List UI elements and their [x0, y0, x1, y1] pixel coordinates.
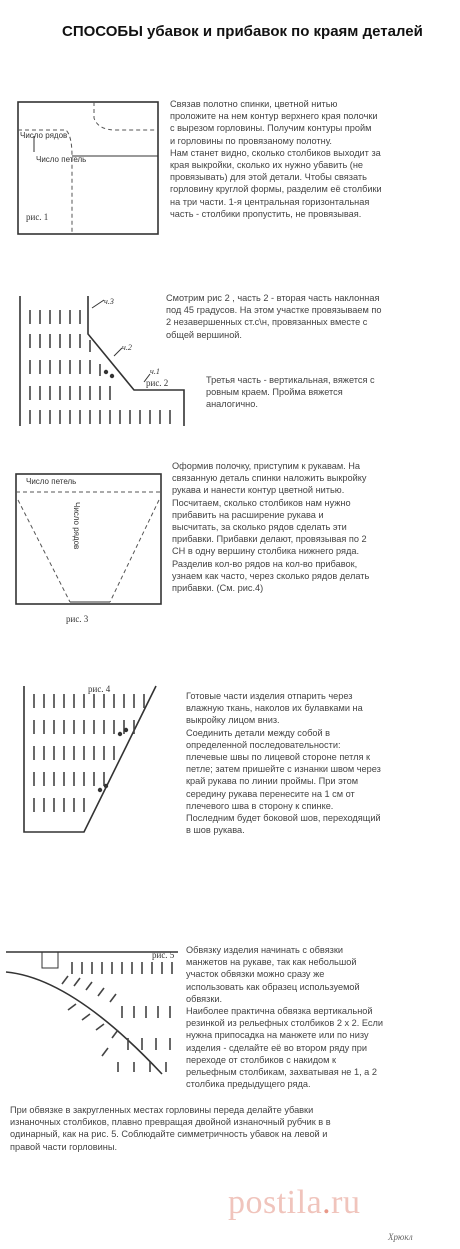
fig2-pointer-3 — [92, 300, 104, 308]
paragraph-3: Оформив полочку, приступим к рукавам. На связанную деталь спинки наложить выкройку рукава и нанести контур цветной нитью. Посчитаем, сколько столбиков нам нужно прибавить на расширение рукава и высчитать, за сколько рядов сделать эти прибавки. Прибавки делают, провязывая по 2 СН в одну вершину столбика нижнего ряда. Разделив кол-во рядов на кол-во прибавок, узнаем как часто, через сколько рядов делать прибавки. (См. рис.4) — [172, 461, 370, 594]
fig3-sleeve-left — [18, 500, 70, 602]
paragraph-2a: Смотрим рис 2 , часть 2 - вторая часть наклонная под 45 градусов. На этом участке провязываем по 2 незавершенных ст.с\н, провязанных вместе с общей вершиной. — [166, 293, 382, 340]
fig2-part2-label: ч.2 — [122, 343, 132, 352]
fig5-label: рис. 5 — [152, 950, 175, 960]
fig2-pointer-2 — [114, 348, 122, 356]
fig4-dot — [118, 732, 122, 736]
fig2-label: рис. 2 — [146, 378, 169, 388]
fig1-neck-contour — [94, 102, 158, 130]
fig2-part3-label: ч.3 — [104, 297, 114, 306]
fig5-stitch-rows — [62, 962, 172, 1072]
postila-logo[interactable] — [228, 1184, 361, 1222]
fig1-rows-label: Число рядов — [20, 131, 68, 140]
fig2-part1-label: ч.1 — [150, 367, 160, 376]
figure-5 — [2, 938, 182, 1078]
figure-5-drawing — [2, 938, 182, 1078]
paragraph-5: Обвязку изделия начинать с обвязки манжетов на рукаве, так как небольшой участок обвязки можно сразу же использовать как образец используемой обвязки. Наиболее практична обвязка вертикальной резинкой из рельефных столбиков 2 х 2. Если нужна припосадка на манжете или по низу изделия - сделайте её во втором ряду при переходе от столбиков с накидом к рельефным столбикам, захватывая не 1, а 2 столбика предыдущего ряда. — [186, 945, 383, 1090]
logo-text-main: postila — [228, 1184, 323, 1221]
logo-text-dot: . — [322, 1184, 332, 1221]
fig1-label: рис. 1 — [26, 212, 49, 222]
fig2-dot — [110, 374, 114, 378]
fig1-loops-label: Число петель — [36, 155, 87, 164]
figure-4 — [20, 680, 160, 835]
paragraph-1: Связав полотно спинки, цветной нитью проложите на нем контур верхнего края полочки с вырезом горловины. Получим контуры пройм и горловины по провязаному полотну. Нам станет видно, сколько столбиков выходит за края выкройки, сколько их нужно убавить (не провязывать) для этой детали. Чтобы связать горловину круглой формы, разделим её столбики на три части. 1-я центральная горизонтальная часть - столбики пропустить, не провязывая. — [170, 99, 382, 219]
signature: Хрюкл — [388, 1232, 413, 1242]
paragraph-6: При обвязке в закругленных местах горловины переда делайте убавки изнаночных столбиков, плавно превращая двойной изнаночный рубчик в в одинарный, как на рис. 5. Соблюдайте симметричность убавок на левой и правой части горловины. — [10, 1105, 331, 1152]
figure-2 — [14, 290, 189, 430]
figure-3-drawing — [14, 472, 164, 626]
fig4-dot — [124, 728, 128, 732]
fig3-sleeve-right — [110, 500, 159, 602]
figure-1-drawing — [16, 96, 161, 238]
paragraph-4: Готовые части изделия отпарить через влажную ткань, наколов их булавками на выкройку лицом вниз. Соединить детали между собой в определенной последовательности: плечевые швы по лицевой стороне петля к петле; затем пришейте с изнанки швом через край рукава по линии проймы. При этом середину рукава перенесите на 1 см от плечевого шва в сторону к спинке. Последним будет боковой шов, переходящий в шов рукава. — [186, 691, 381, 836]
logo-text-tail: ru — [331, 1184, 361, 1221]
figure-4-drawing — [20, 680, 160, 835]
fig4-label: рис. 4 — [88, 684, 111, 694]
paragraph-2b: Третья часть - вертикальная, вяжется с ровным краем. Пройма вяжется аналогично. — [206, 375, 375, 410]
fig4-stitch-columns — [34, 694, 144, 812]
figure-2-drawing — [14, 290, 189, 430]
figure-3 — [14, 472, 164, 626]
fig2-stitch-columns — [30, 310, 170, 424]
fig3-loops-label: Число петель — [26, 477, 77, 486]
fig4-dot — [104, 784, 108, 788]
fig2-dot — [104, 370, 108, 374]
fig5-inner-curve — [6, 972, 162, 1074]
figure-1 — [16, 96, 161, 238]
fig3-rows-label: Число рядов — [72, 502, 81, 550]
fig3-label: рис. 3 — [66, 614, 89, 624]
fig5-notch — [42, 952, 58, 968]
fig4-dot — [98, 788, 102, 792]
page-title: СПОСОБЫ убавок и прибавок по краям деталей — [62, 23, 423, 40]
